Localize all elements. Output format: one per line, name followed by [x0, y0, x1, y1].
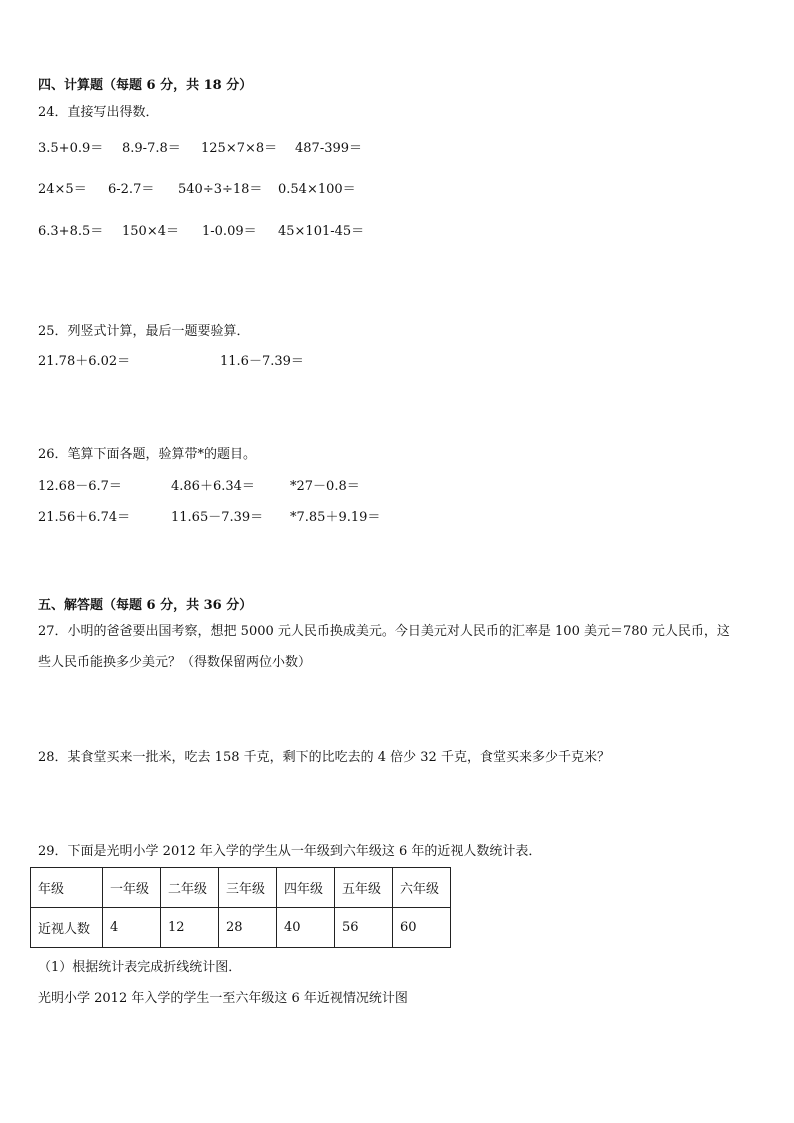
- q24-expr: 1-0.09＝: [202, 224, 257, 239]
- q24-expr: 540÷3÷18＝: [178, 182, 263, 197]
- q24-expr: 125×7×8＝: [201, 141, 278, 156]
- table-header-cell: 五年级: [335, 868, 393, 908]
- q26-expr: 12.68－6.7＝: [38, 479, 122, 494]
- myopia-stats-table: [30, 867, 451, 948]
- q24-expr: 6-2.7＝: [108, 182, 155, 197]
- q26-expr: 4.86＋6.34＝: [171, 479, 255, 494]
- table-cell: 28: [219, 908, 277, 948]
- q24-expr: 6.3+8.5＝: [38, 224, 104, 239]
- q24-expr: 8.9-7.8＝: [122, 141, 181, 156]
- q24-expr: 3.5+0.9＝: [38, 141, 104, 156]
- table-header-cell: 二年级: [161, 868, 219, 908]
- q24-expr: 0.54×100＝: [278, 182, 356, 197]
- table-header-cell: 四年级: [277, 868, 335, 908]
- q26-expr: 21.56＋6.74＝: [38, 510, 131, 525]
- table-header-cell: 一年级: [103, 868, 161, 908]
- question-25-prompt: 25．列竖式计算，最后一题要验算．: [38, 324, 250, 339]
- table-cell: 56: [335, 908, 393, 948]
- table-row: [31, 868, 451, 908]
- question-24-prompt: 24．直接写出得数．: [38, 105, 159, 120]
- chart-title: 光明小学 2012 年入学的学生一至六年级这 6 年近视情况统计图: [38, 991, 408, 1006]
- table-cell: 60: [393, 908, 451, 948]
- table-cell: 4: [103, 908, 161, 948]
- question-27-line-1: 27．小明的爸爸要出国考察，想把 5000 元人民币换成美元。今日美元对人民币的汇率是 100 美元＝780 元人民币，这: [38, 624, 730, 639]
- q26-expr: *27－0.8＝: [290, 479, 360, 494]
- question-29-sub-1: （1）根据统计表完成折线统计图．: [38, 960, 242, 975]
- question-27-line-2: 些人民币能换多少美元？（得数保留两位小数）: [38, 655, 312, 670]
- q24-expr: 487-399＝: [295, 141, 363, 156]
- question-29-prompt: 29．下面是光明小学 2012 年入学的学生从一年级到六年级这 6 年的近视人数统计表．: [38, 844, 542, 859]
- table-header-cell: 年级: [31, 868, 103, 908]
- q25-expr: 11.6－7.39＝: [220, 354, 304, 369]
- section-5-heading: 五、解答题（每题 6 分，共 36 分）: [38, 598, 253, 613]
- table-header-cell: 六年级: [393, 868, 451, 908]
- table-header-cell: 三年级: [219, 868, 277, 908]
- q26-expr: *7.85＋9.19＝: [290, 510, 381, 525]
- q24-expr: 150×4＝: [122, 224, 179, 239]
- table-row: [31, 908, 451, 948]
- table-cell: 近视人数: [31, 908, 103, 948]
- q24-expr: 45×101-45＝: [278, 224, 365, 239]
- question-28-text: 28．某食堂买来一批米，吃去 158 千克，剩下的比吃去的 4 倍少 32 千克，食堂买来多少千克米？: [38, 750, 610, 765]
- q25-expr: 21.78＋6.02＝: [38, 354, 131, 369]
- table-cell: 40: [277, 908, 335, 948]
- q24-expr: 24×5＝: [38, 182, 87, 197]
- question-26-prompt: 26．笔算下面各题，验算带*的题目。: [38, 447, 257, 462]
- section-4-heading: 四、计算题（每题 6 分，共 18 分）: [38, 78, 253, 93]
- q26-expr: 11.65－7.39＝: [171, 510, 264, 525]
- table-cell: 12: [161, 908, 219, 948]
